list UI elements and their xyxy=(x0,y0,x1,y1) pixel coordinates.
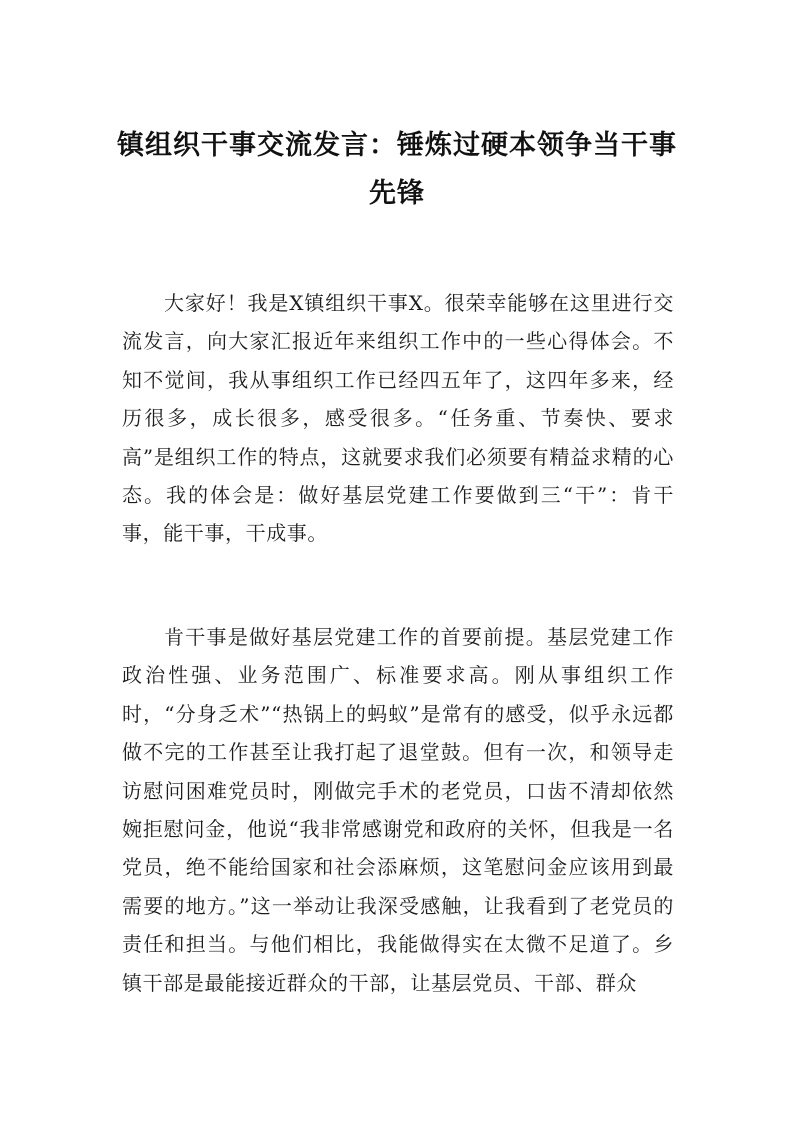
paragraph-willing-to-work: 肯干事是做好基层党建工作的首要前提。基层党建工作政治性强、业务范围广、标准要求高。刚从事组织工作时，“分身乏术”“热锅上的蚂蚁”是常有的感受，似乎永远都做不完的工作甚至让我打起了退堂鼓。但有一次，和领导走访慰问困难党员时，刚做完手术的老党员，口齿不清却依然婉拒慰问金，他说“我非常感谢党和政府的关怀，但我是一名党员，绝不能给国家和社会添麻烦，这笔慰问金应该用到最需要的地方。”这一举动让我深受感触，让我看到了老党员的责任和担当。与他们相比，我能做得实在太微不足道了。乡镇干部是最能接近群众的干部，让基层党员、干部、群众 xyxy=(122,625,674,995)
paragraph-greeting: 大家好！我是X镇组织干事X。很荣幸能够在这里进行交流发言，向大家汇报近年来组织工作中的一些心得体会。不知不觉间，我从事组织工作已经四五年了，这四年多来，经历很多，成长很多，感受很多。“任务重、节奏快、要求高”是组织工作的特点，这就要求我们必须要有精益求精的心态。我的体会是：做好基层党建工作要做到三“干”：肯干事，能干事，干成事。 xyxy=(122,291,674,546)
document-title: 镇组织干事交流发言：锤炼过硬本领争当干事先锋 xyxy=(117,130,677,209)
